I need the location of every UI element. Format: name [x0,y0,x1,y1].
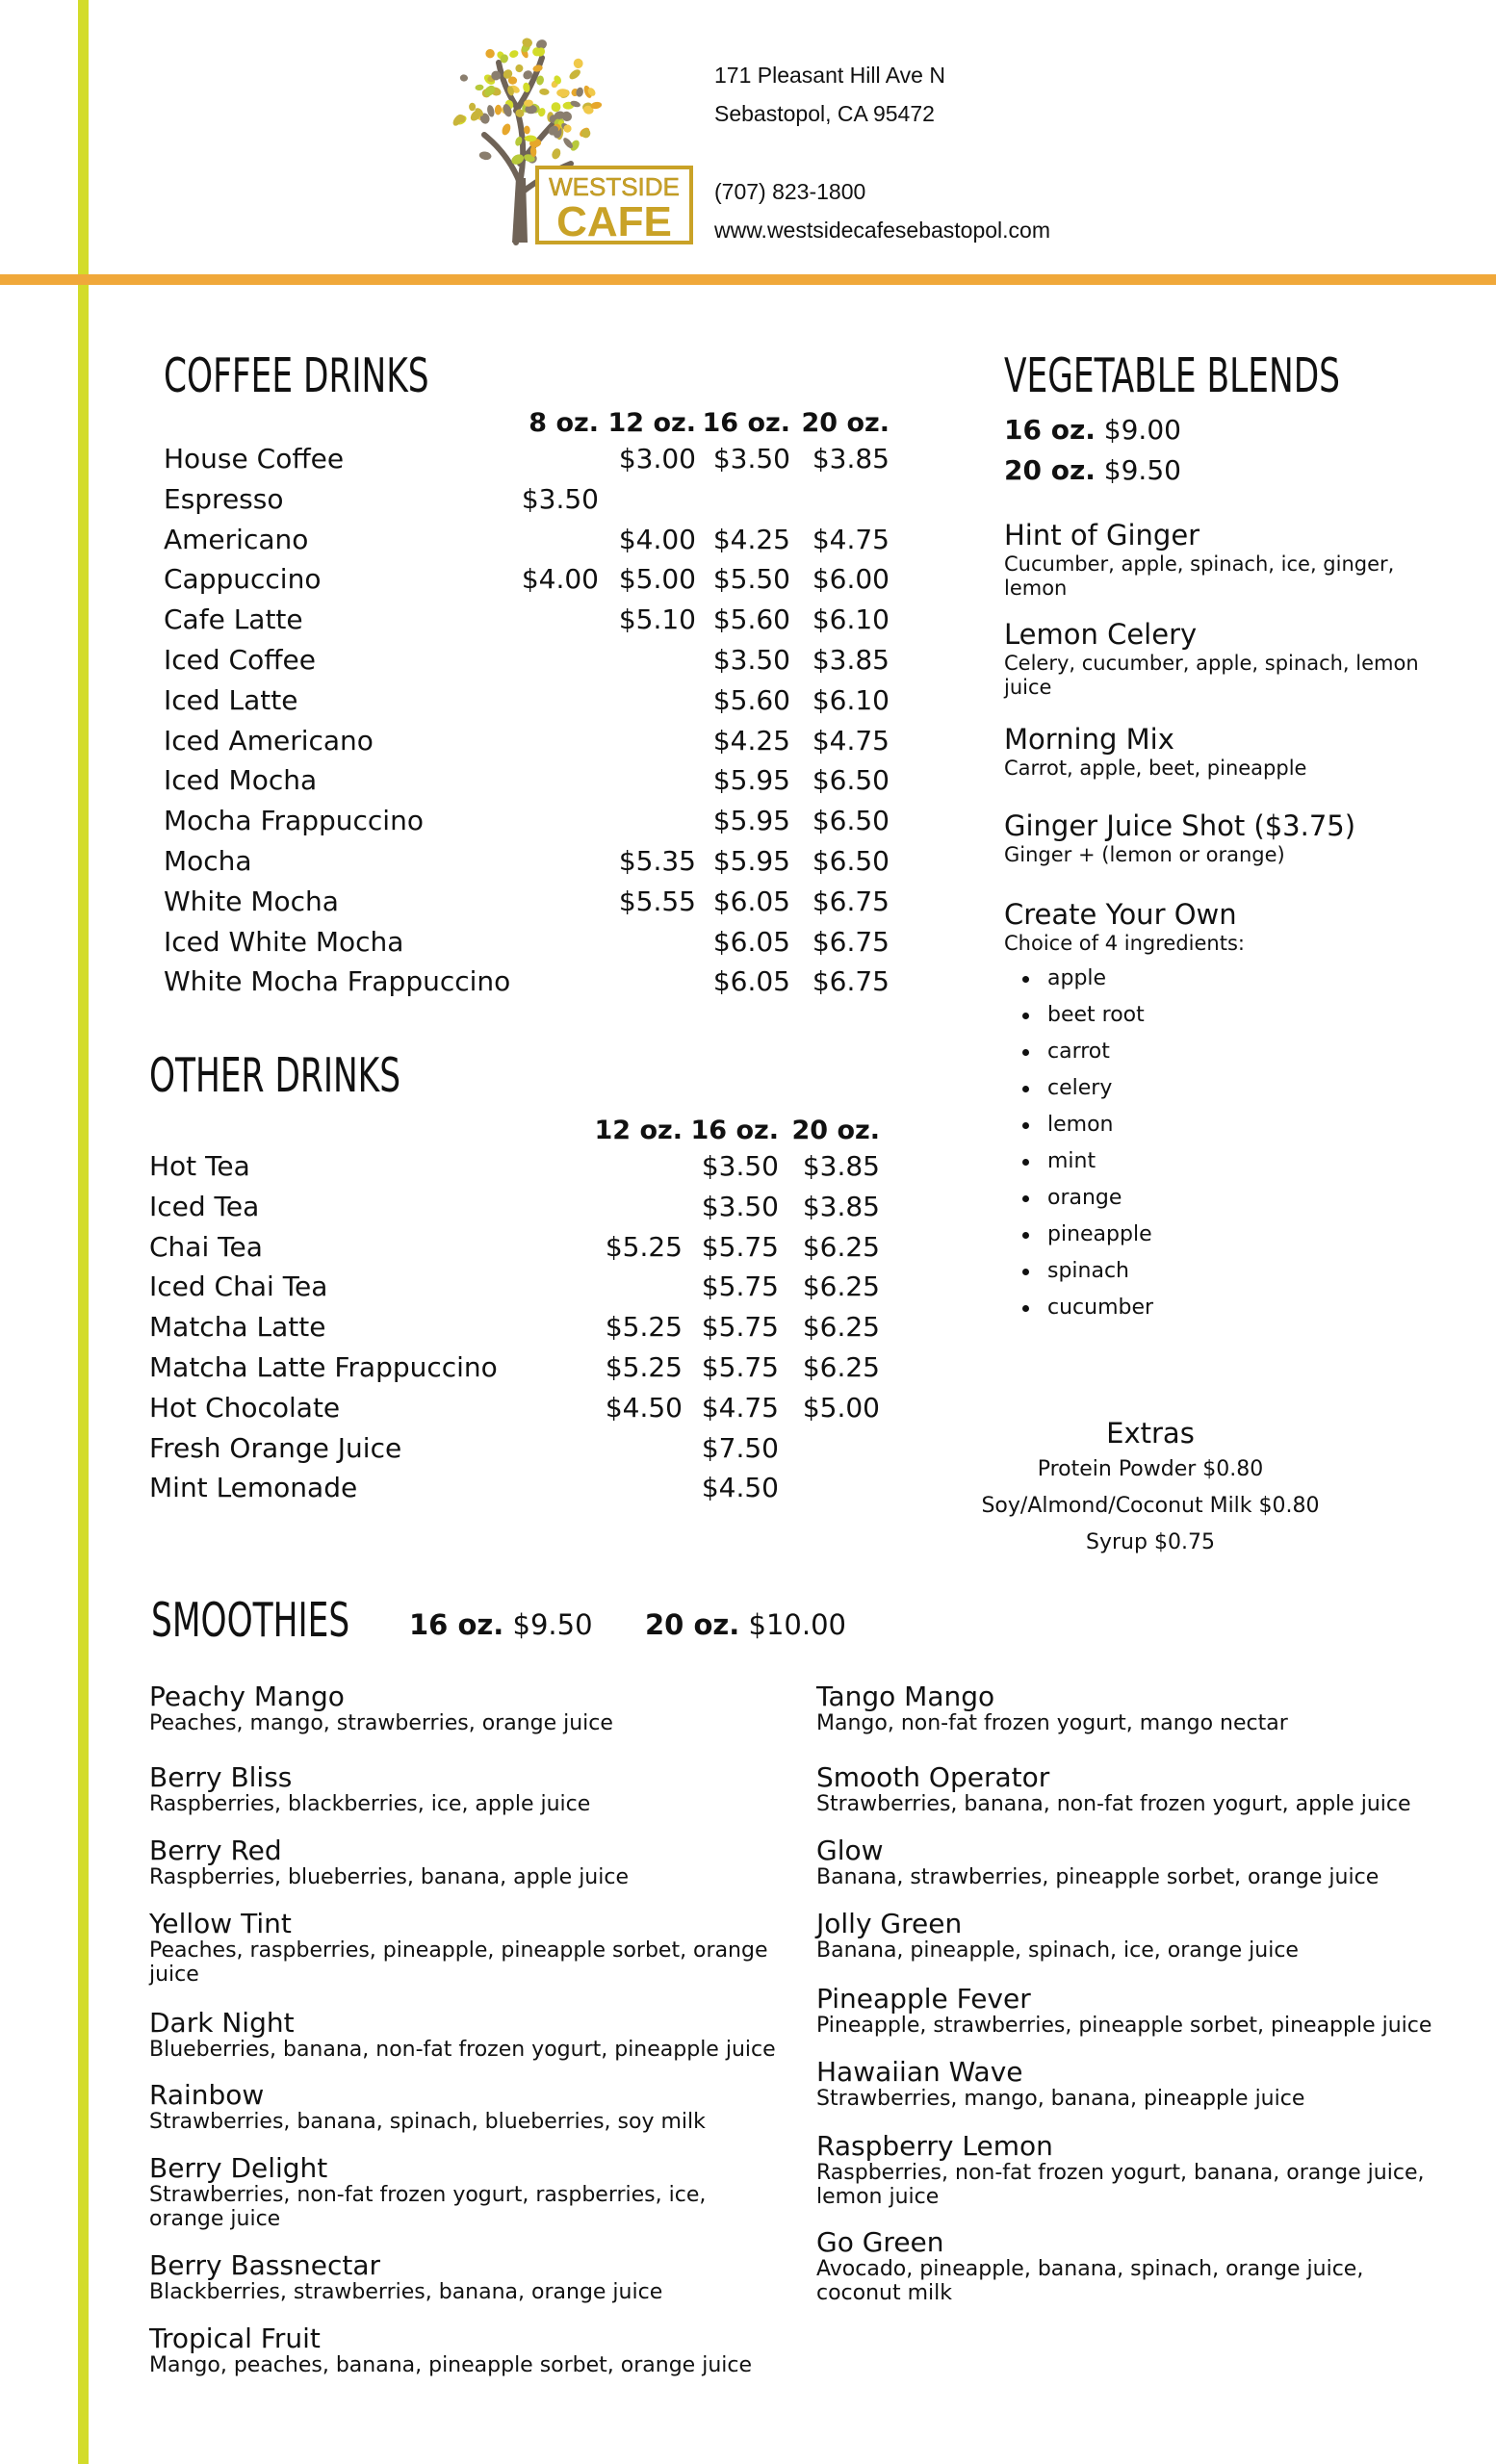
smoothie-item [816,1909,1442,1963]
smoothie-item [816,2057,1442,2111]
item-price: $6.25 [802,1311,880,1344]
smoothie-name: Tango Mango [816,1681,995,1712]
smoothie-name: Berry Bassnectar [149,2249,380,2281]
item-name: White Mocha Frappuccino [164,965,511,998]
menu-row [164,559,905,600]
address-line-1: 171 Pleasant Hill Ave N [714,63,945,88]
item-price: $6.10 [812,603,890,636]
item-price: $5.95 [712,845,790,877]
size-20oz: 20 oz. [791,1116,880,1145]
smoothie-item [816,1762,1442,1816]
smoothie-item [149,2250,775,2304]
menu-row [164,801,905,841]
menu-row [164,640,905,680]
item-price: $5.75 [701,1311,779,1344]
vegetable-blends-heading: VEGETABLE BLENDS [1004,348,1341,403]
website-link[interactable]: www.westsidecafesebastopol.com [714,218,1050,243]
smoothie-name: Peachy Mango [149,1681,345,1712]
smoothie-ingredients: Peaches, mango, strawberries, orange juice [149,1711,613,1735]
ingredient-item: mint [1004,1143,1153,1180]
smoothie-item [149,2153,775,2231]
menu-row [149,1227,880,1268]
smoothie-name: Hawaiian Wave [816,2056,1023,2088]
item-name: Hot Chocolate [149,1391,341,1424]
extras-section [958,1415,1343,1561]
item-price: $5.10 [618,603,696,636]
smoothie-ingredients: Strawberries, banana, spinach, blueberries, soy milk [149,2110,706,2134]
blend-name: Hint of Ginger [1004,519,1200,552]
item-price: $3.50 [701,1190,779,1222]
item-price: $4.00 [618,523,696,555]
ingredient-item: carrot [1004,1034,1153,1070]
menu-row [164,882,905,922]
item-name: Espresso [164,482,284,515]
smoothie-size-20oz: 20 oz. $10.00 [645,1608,846,1641]
smoothie-name: Dark Night [149,2007,295,2039]
item-name: Iced Chai Tea [149,1270,328,1303]
smoothie-ingredients: Strawberries, banana, non-fat frozen yogurt, apple juice [816,1792,1411,1816]
menu-row [164,680,905,721]
ingredient-item: apple [1004,961,1153,997]
item-price: $6.75 [812,885,890,917]
menu-row [149,1428,880,1469]
item-price: $5.35 [618,845,696,877]
veg-size-20oz: 20 oz. $9.50 [1004,454,1181,486]
smoothie-item [816,2131,1442,2209]
item-name: Chai Tea [149,1230,263,1263]
item-name: Iced Americano [164,724,374,757]
item-price: $6.50 [812,805,890,837]
item-name: Iced Mocha [164,764,318,797]
smoothie-name: Rainbow [149,2079,265,2111]
menu-row [164,439,905,479]
smoothie-name: Go Green [816,2226,944,2258]
menu-row [164,520,905,560]
item-name: Matcha Latte [149,1311,326,1344]
extras-item: Syrup $0.75 [1086,1530,1215,1554]
item-name: Americano [164,523,309,555]
menu-row [149,1307,880,1348]
item-price: $6.05 [712,885,790,917]
size-20oz: 20 oz. [801,408,890,438]
size-12oz: 12 oz. [607,408,696,438]
item-price: $5.25 [605,1311,683,1344]
smoothie-item [149,1909,775,1987]
ingredient-item: lemon [1004,1107,1153,1143]
item-price: $5.25 [605,1351,683,1383]
smoothie-name: Berry Red [149,1835,282,1866]
item-name: Cappuccino [164,563,322,596]
other-drinks-heading: OTHER DRINKS [149,1048,401,1103]
smoothie-ingredients: Pineapple, strawberries, pineapple sorbet, pineapple juice [816,2014,1432,2038]
menu-row [164,479,905,520]
item-price: $5.25 [605,1230,683,1263]
item-price: $6.50 [812,845,890,877]
item-price: $5.55 [618,885,696,917]
blend-description: Choice of 4 ingredients: [1004,932,1245,955]
other-size-header [0,1112,880,1150]
item-price: $3.85 [802,1190,880,1222]
smoothie-name: Smooth Operator [816,1761,1050,1793]
item-price: $3.00 [618,443,696,475]
item-price: $5.50 [712,563,790,596]
item-price: $3.50 [701,1150,779,1182]
blend-name: Create Your Own [1004,898,1237,931]
ingredient-item: cucumber [1004,1290,1153,1326]
item-name: House Coffee [164,443,345,475]
blend-description: Celery, cucumber, apple, spinach, lemon juice [1004,652,1419,699]
smoothie-ingredients: Banana, pineapple, spinach, ice, orange juice [816,1938,1299,1963]
item-name: Mint Lemonade [149,1472,358,1504]
smoothie-item [149,1762,775,1816]
item-name: Mocha Frappuccino [164,805,424,837]
item-price: $5.00 [618,563,696,596]
menu-row [164,841,905,882]
logo-text-westside: WESTSIDE [549,172,680,201]
item-price: $5.75 [701,1230,779,1263]
blend-description: Ginger + (lemon or orange) [1004,843,1285,866]
smoothie-name: Jolly Green [816,1908,963,1939]
item-price: $6.05 [712,925,790,958]
menu-row [164,962,905,1002]
item-price: $6.75 [812,925,890,958]
item-price: $6.10 [812,683,890,716]
menu-row [149,1348,880,1388]
extras-heading: Extras [1106,1417,1195,1450]
menu-row [149,1267,880,1307]
smoothie-item [149,2008,775,2062]
smoothie-name: Pineapple Fever [816,1983,1031,2015]
smoothie-ingredients: Blueberries, banana, non-fat frozen yogurt, pineapple juice [149,2038,776,2062]
contact-info [714,56,1050,249]
smoothie-ingredients: Peaches, raspberries, pineapple, pineapple sorbet, orange juice [149,1938,768,1987]
size-16oz: 16 oz. [702,408,790,438]
item-price: $3.85 [812,443,890,475]
smoothie-item [816,1681,1442,1735]
item-price: $3.85 [802,1150,880,1182]
smoothie-name: Yellow Tint [149,1908,292,1939]
ingredient-item: spinach [1004,1253,1153,1290]
smoothie-item [816,1984,1442,2038]
extras-item: Protein Powder $0.80 [1037,1457,1264,1481]
size-12oz: 12 oz. [594,1116,683,1145]
extras-item: Soy/Almond/Coconut Milk $0.80 [981,1494,1320,1518]
phone-number: (707) 823-1800 [714,179,866,204]
ingredient-item: pineapple [1004,1217,1153,1253]
menu-row [164,600,905,640]
item-price: $3.50 [712,644,790,676]
menu-row [149,1388,880,1428]
item-price: $5.00 [802,1391,880,1424]
item-name: Matcha Latte Frappuccino [149,1351,498,1383]
item-price: $4.00 [521,563,599,596]
logo-text-cafe: CAFE [556,198,672,245]
smoothie-ingredients: Avocado, pineapple, banana, spinach, orange juice, coconut milk [816,2257,1364,2305]
smoothie-name: Berry Bliss [149,1761,293,1793]
coffee-drinks-heading: COFFEE DRINKS [164,348,429,403]
ingredient-item: celery [1004,1070,1153,1107]
menu-row [149,1146,880,1187]
item-price: $7.50 [701,1431,779,1464]
item-price: $3.50 [521,482,599,515]
blend-name: Lemon Celery [1004,618,1198,651]
blend-description: Cucumber, apple, spinach, ice, ginger, lemon [1004,552,1395,600]
item-name: Fresh Orange Juice [149,1431,402,1464]
smoothie-name: Tropical Fruit [149,2323,321,2354]
smoothie-item [149,1835,775,1889]
item-price: $3.85 [812,644,890,676]
smoothies-heading: SMOOTHIES [151,1593,350,1648]
item-name: Iced Tea [149,1190,260,1222]
smoothie-size-16oz: 16 oz. $9.50 [409,1608,593,1641]
item-price: $5.75 [701,1270,779,1303]
smoothie-name: Glow [816,1835,884,1866]
coffee-size-header [0,404,905,443]
item-price: $4.50 [605,1391,683,1424]
item-price: $4.75 [812,523,890,555]
smoothie-item [816,1835,1442,1889]
item-price: $6.50 [812,764,890,797]
item-price: $6.75 [812,965,890,998]
item-price: $6.25 [802,1230,880,1263]
smoothie-name: Berry Delight [149,2152,328,2184]
item-price: $5.95 [712,764,790,797]
smoothie-ingredients: Raspberries, blueberries, banana, apple juice [149,1865,629,1889]
veg-size-16oz: 16 oz. $9.00 [1004,414,1181,446]
ingredient-item: orange [1004,1180,1153,1217]
blend-description: Carrot, apple, beet, pineapple [1004,757,1307,780]
item-price: $3.50 [712,443,790,475]
item-price: $6.25 [802,1351,880,1383]
smoothie-item [149,2323,775,2377]
item-name: Iced Latte [164,683,298,716]
smoothie-ingredients: Raspberries, non-fat frozen yogurt, banana, orange juice, lemon juice [816,2161,1425,2209]
menu-row [164,721,905,761]
menu-row [149,1468,880,1508]
address-line-2: Sebastopol, CA 95472 [714,101,935,126]
menu-row [149,1187,880,1227]
item-price: $4.50 [701,1472,779,1504]
ingredient-list [1004,961,1153,1326]
item-name: Iced Coffee [164,644,316,676]
size-16oz: 16 oz. [690,1116,779,1145]
smoothie-name: Raspberry Lemon [816,2130,1053,2162]
size-8oz: 8 oz. [529,408,599,438]
item-price: $4.75 [701,1391,779,1424]
item-price: $5.60 [712,683,790,716]
smoothie-ingredients: Banana, strawberries, pineapple sorbet, orange juice [816,1865,1380,1889]
item-price: $4.25 [712,523,790,555]
blend-name: Morning Mix [1004,723,1174,756]
item-price: $6.25 [802,1270,880,1303]
item-price: $5.75 [701,1351,779,1383]
item-name: Mocha [164,845,252,877]
menu-row [164,922,905,962]
item-price: $6.05 [712,965,790,998]
item-name: White Mocha [164,885,339,917]
smoothie-ingredients: Blackberries, strawberries, banana, orange juice [149,2280,663,2304]
smoothie-ingredients: Mango, non-fat frozen yogurt, mango nectar [816,1711,1288,1735]
item-name: Hot Tea [149,1150,250,1182]
smoothie-ingredients: Strawberries, non-fat frozen yogurt, raspberries, ice, orange juice [149,2183,707,2231]
item-price: $5.95 [712,805,790,837]
item-price: $4.75 [812,724,890,757]
smoothie-item [149,2080,775,2134]
item-price: $5.60 [712,603,790,636]
item-name: Cafe Latte [164,603,303,636]
smoothie-ingredients: Strawberries, mango, banana, pineapple juice [816,2087,1305,2111]
left-green-rule [78,0,89,2464]
smoothie-item [816,2227,1442,2305]
header-orange-rule [0,274,1496,285]
smoothie-item [149,1681,775,1735]
smoothie-ingredients: Mango, peaches, banana, pineapple sorbet, orange juice [149,2353,753,2377]
menu-row [164,760,905,801]
item-price: $4.25 [712,724,790,757]
item-name: Iced White Mocha [164,925,404,958]
westside-cafe-logo [431,19,695,250]
tree-leaves [451,37,603,167]
ingredient-item: beet root [1004,997,1153,1034]
item-price: $6.00 [812,563,890,596]
smoothie-ingredients: Raspberries, blackberries, ice, apple juice [149,1792,591,1816]
blend-name: Ginger Juice Shot ($3.75) [1004,809,1356,842]
